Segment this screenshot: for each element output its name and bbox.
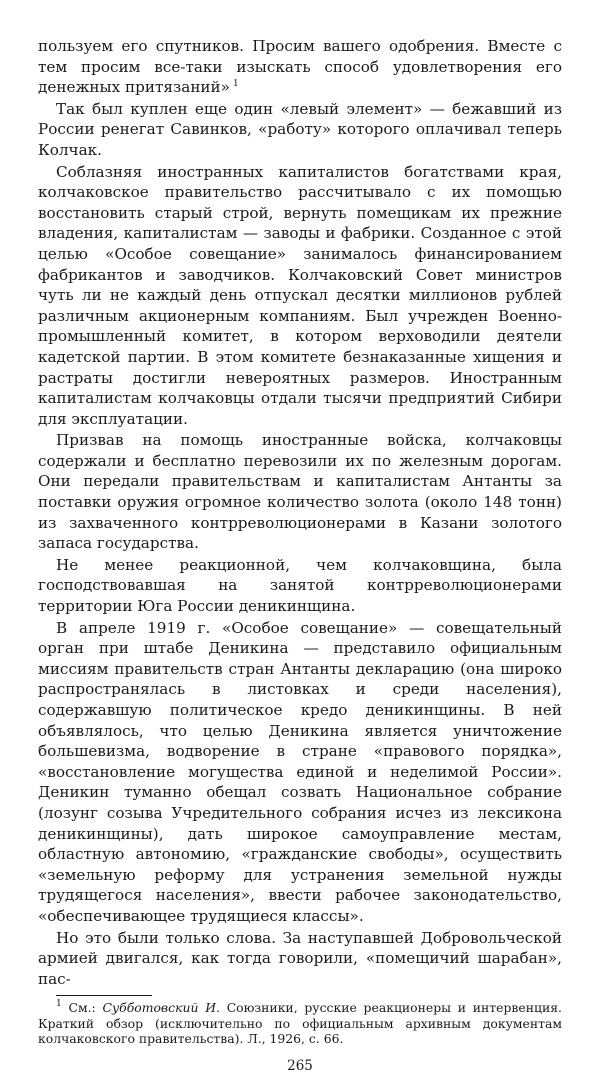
footnote-marker: 1 bbox=[56, 999, 62, 1010]
paragraph: В апреле 1919 г. «Особое совещание» — совещательный орган при штабе Деникина — представило официальным миссиям правительств стран Антанты декларацию (она широко распространялась в листовках и среди населения), содержавшую политическое кредо деникинщины. В ней объявлялось, что целью Деникина является уничтожение большевизма, водворение в стране «правового порядка», «восстановление могущества единой и неделимой России». Деникин туманно обещал созвать Национальное собрание (лозунг созыва Учредительного собрания исчез из лексикона деникинщины), дать широкое самоуправление местам, областную автономию, «гражданские свободы», осуществить «земельную реформу для устранения земельной нужды трудящегося населения», ввести рабочее законодательство, «обеспечивающее трудящиеся классы». bbox=[38, 618, 562, 925]
footnote-prefix: См.: bbox=[68, 1000, 96, 1016]
footnote bbox=[38, 1000, 562, 1046]
paragraph: Призвав на помощь иностранные войска, колчаковцы содержали и бесплатно перевозили их по железным дорогам. Они передали правительствам и капиталистам Антанты за поставки оружия огромное количество золота (около 148 тонн) из захваченного контрреволюционерами в Казани золотого запаса государства. bbox=[38, 431, 562, 553]
paragraph: Не менее реакционной, чем колчаковщина, была господствовавшая на занятой контрреволюционерами территории Юга России деникинщина. bbox=[38, 555, 562, 616]
footnote-author: Субботовский И. bbox=[102, 1000, 220, 1016]
paragraph: Соблазняя иностранных капиталистов богатствами края, колчаковское правительство рассчитывало с их помощью восстановить старый строй, вернуть помещикам их прежние владения, капиталистам — заводы и фабрики. Созданное с этой целью «Особое совещание» занималось финансированием фабрикантов и заводчиков. Колчаковский Совет министров чуть ли не каждый день отпускал десятки миллионов рублей различным акционерным компаниям. Был учрежден Военно-промышленный комитет, в котором верховодили деятели кадетской партии. В этом комитете безнаказанные хищения и растраты достигли невероятных размеров. Иностранным капиталистам колчаковцы отдали тысячи предприятий Сибири для эксплуатации. bbox=[38, 162, 562, 428]
paragraph-text: пользуем его спутников. Просим вашего одобрения. Вместе с тем просим все-таки изыскать способ удовлетворения его денежных притязаний» bbox=[38, 37, 562, 97]
page-number: 265 bbox=[287, 1057, 313, 1074]
main-text bbox=[38, 36, 562, 989]
footnote-reference: 1 bbox=[233, 79, 239, 90]
footnote-divider bbox=[56, 995, 152, 996]
paragraph: Так был куплен еще один «левый элемент» — бежавший из России ренегат Савинков, «работу» которого оплачивал теперь Колчак. bbox=[38, 99, 562, 159]
footnote-text: Союзники, русские реакционеры и интервенция. Краткий обзор (исключительно по официальным архивным документам колчаковского правительства). Л., 1926, с. 66. bbox=[38, 1000, 562, 1046]
paragraph bbox=[38, 36, 562, 98]
paragraph: Но это были только слова. За наступавшей Добровольческой армией двигался, как тогда говорили, «помещичий шарабан», пас- bbox=[38, 928, 562, 988]
